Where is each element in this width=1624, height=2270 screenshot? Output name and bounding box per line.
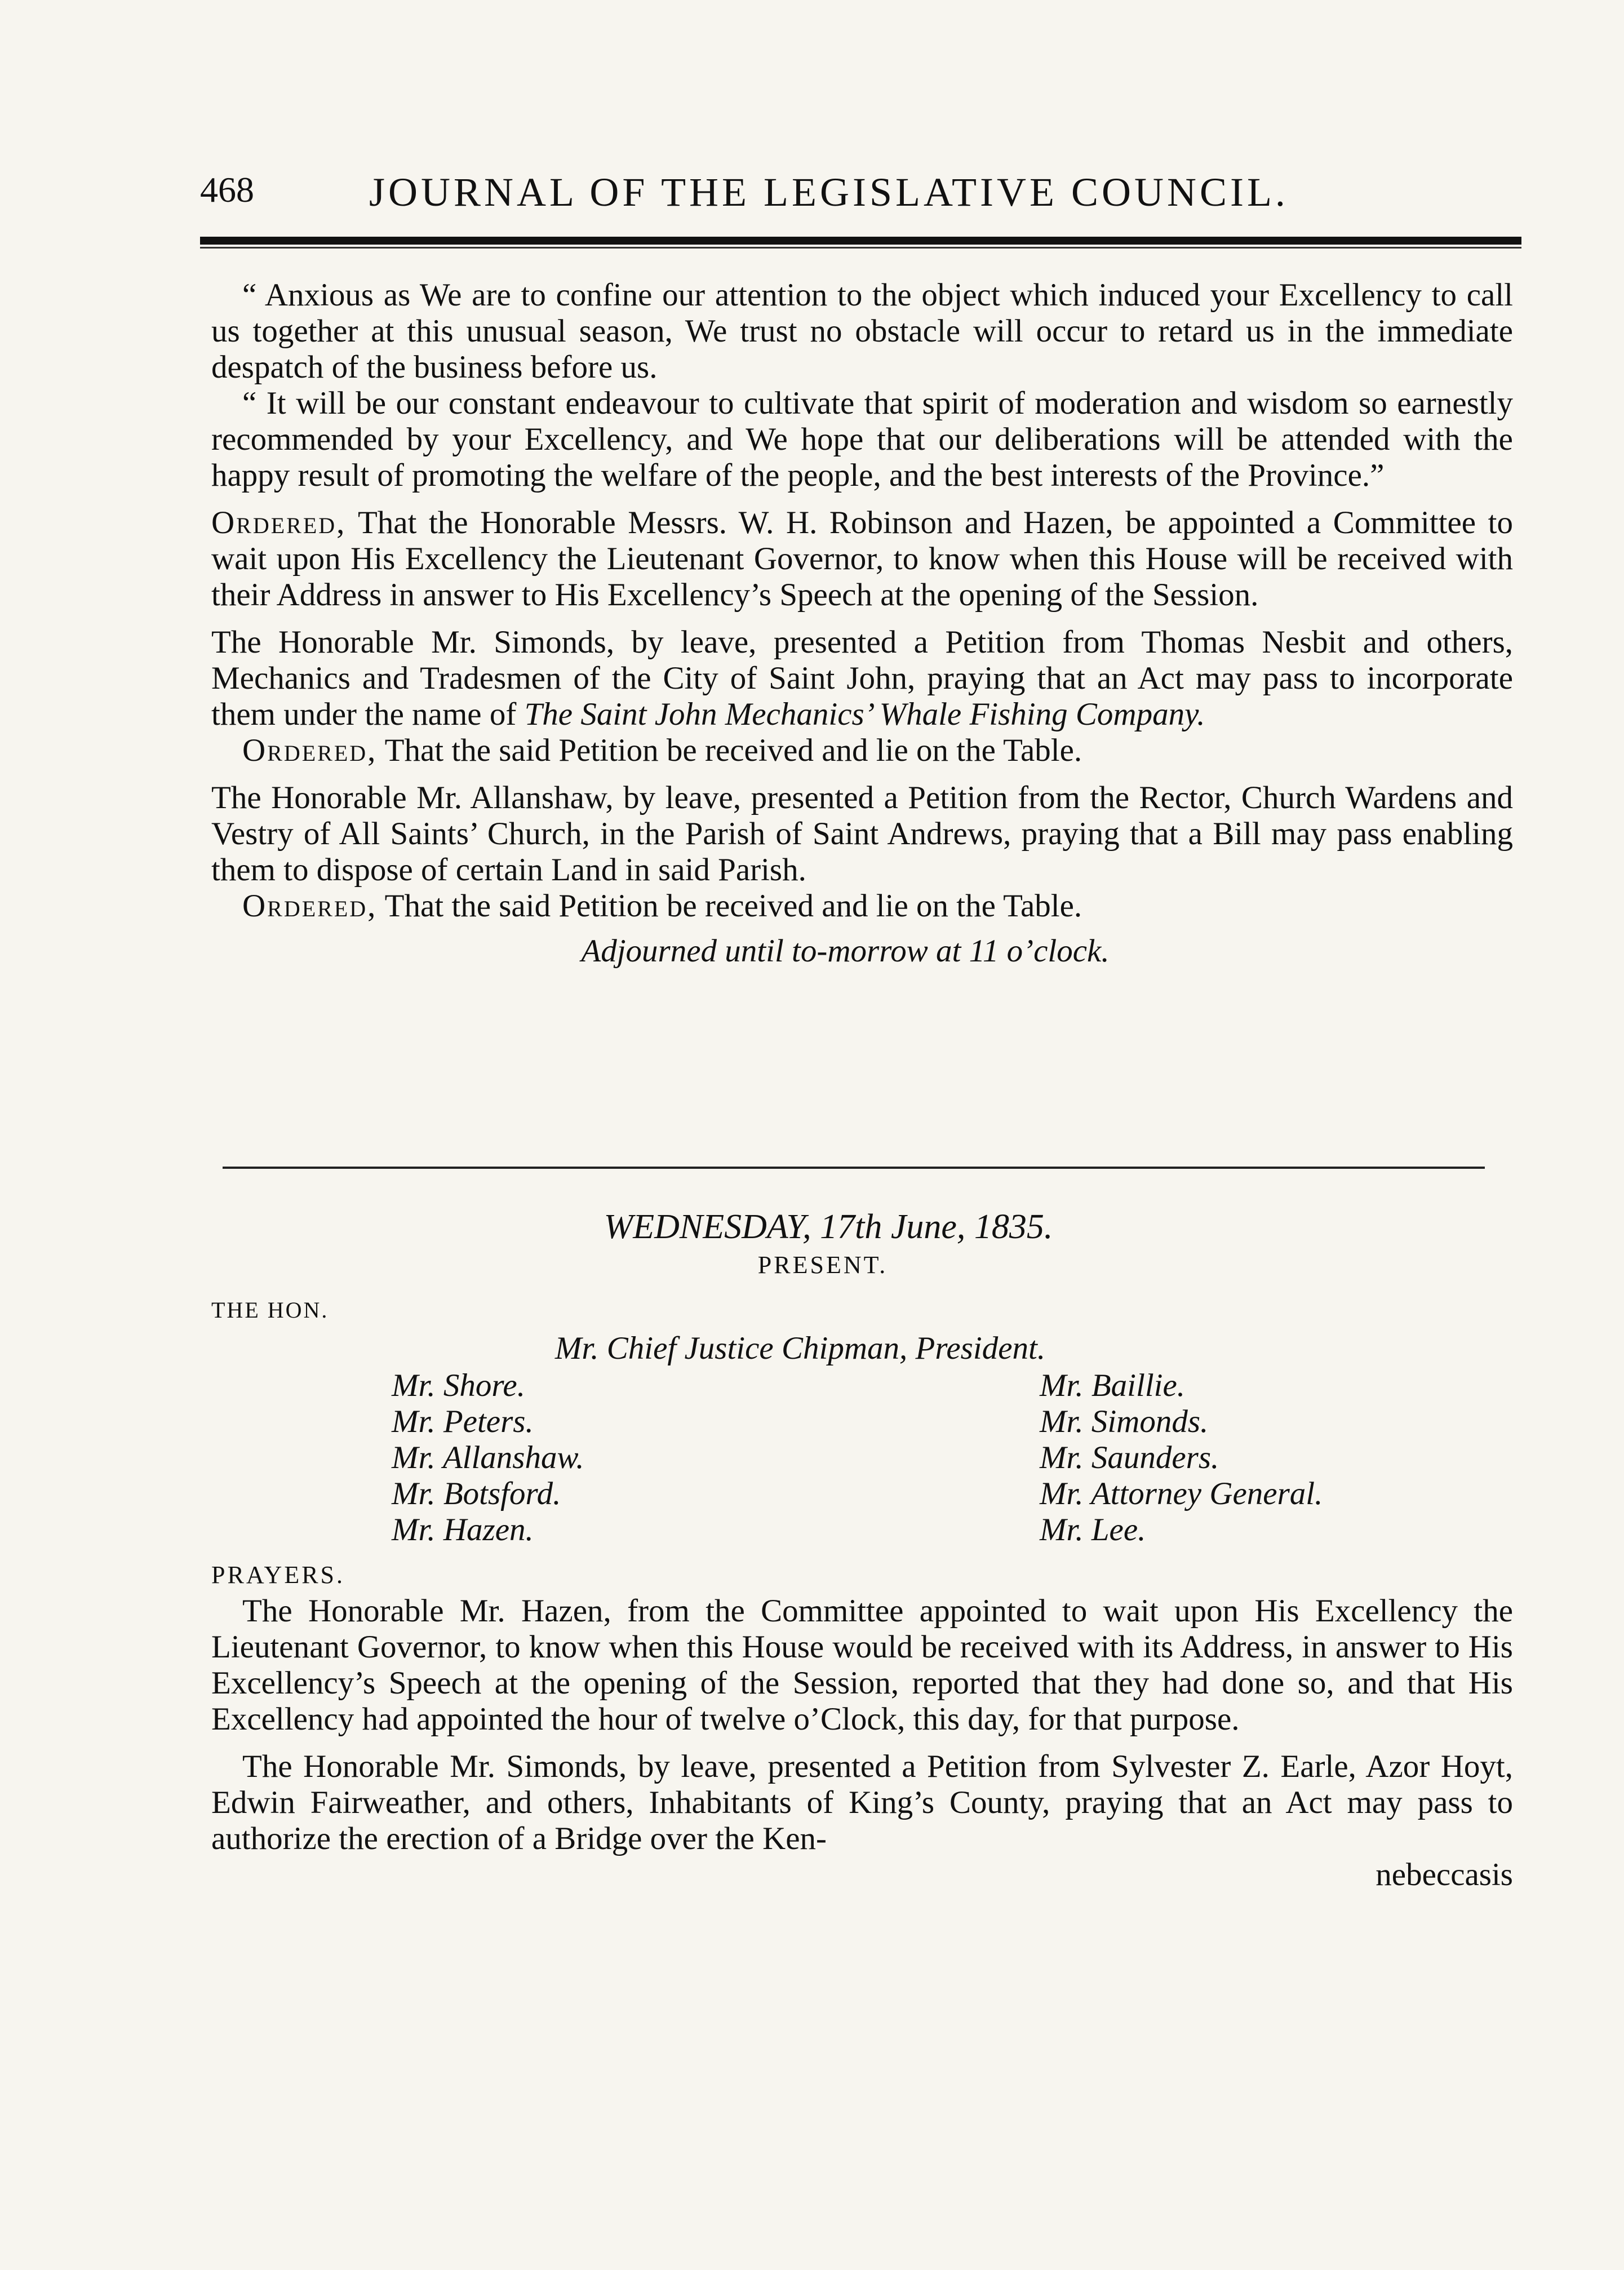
member-name: Mr. Baillie. [1040,1368,1186,1403]
present-heading: PRESENT. [757,1251,888,1279]
ordered-text: That the Honorable Messrs. W. H. Robinson and Hazen, be appointed a Committee to wait upon His Excellency the Lieutenant Governor, to know when this House will be received with their Address in answer to His Excellency’s Speech at the opening of the Session. [211,505,1513,613]
ordered-text: That the said Petition be received and lie on the Table. [384,733,1082,768]
member-name: Mr. Allanshaw. [392,1440,584,1475]
ordered-entry-table-1 [211,733,1513,769]
ordered-word: Ordered, [242,888,378,924]
member-name: Mr. Saunders. [1040,1440,1219,1475]
session-section [211,1209,1513,1893]
catchword: nebeccasis [1375,1857,1513,1892]
member-name: Mr. Peters. [392,1404,534,1439]
ordered-word: Ordered, [242,733,378,768]
petition-text: The Honorable Mr. Simonds, by leave, presented a Petition from Thomas Nesbit and others, Mechanics and Tradesmen of the City of Saint John, praying that an Act may pass to incorporate them under the name of [211,624,1513,732]
members-list [211,1368,1513,1554]
session-dateline: WEDNESDAY, 17th June, 1835. [604,1208,1053,1246]
address-paragraph-2: “ It will be our constant endeavour to cultivate that spirit of moderation and wisdom so earnestly recommended by your Excellency, and We hope that our deliberations will be attended with the happy result of promoting the welfare of the people, and the best interests of the Province.” [211,385,1513,493]
address-paragraph-1: “ Anxious as We are to confine our attention to the object which induced your Excellency to call us together at this unusual season, We trust no obstacle will occur to retard us in the immediate despatch of the business before us. [211,277,1513,385]
prayers-label: PRAYERS. [211,1561,345,1589]
petition-entry-mechanics [211,624,1513,733]
ordered-word: Ordered, [211,505,347,540]
members-column-right [1040,1368,1323,1548]
ordered-entry-committee [211,505,1513,613]
member-name: Mr. Lee. [1040,1512,1146,1548]
page-body [211,277,1513,1001]
adjournment-line: Adjourned until to-morrow at 11 o’clock. [581,933,1110,969]
section-divider [223,1167,1485,1169]
petition-entry-all-saints: The Honorable Mr. Allanshaw, by leave, presented a Petition from the Rector, Church Wardens and Vestry of All Saints’ Church, in the Parish of Saint Andrews, praying that a Bill may pass enabling them to dispose of certain Land in said Parish. [211,780,1513,888]
page-header [200,169,1521,231]
member-name: Mr. Botsford. [392,1476,561,1511]
header-rule [200,237,1521,245]
page-number: 468 [200,170,254,210]
header-rule-thin [200,247,1521,249]
company-name: The Saint John Mechanics’ Whale Fishing Company. [524,697,1205,732]
petition-entry-bridge: The Honorable Mr. Simonds, by leave, presented a Petition from Sylvester Z. Earle, Azor Hoyt, Edwin Fairweather, and others, Inhabitants of King’s County, praying that an Act may pass to authorize the erection of a Bridge over the Ken- [211,1749,1513,1856]
the-hon-label: THE HON. [211,1297,329,1323]
member-name: Mr. Simonds. [1040,1404,1209,1439]
president-line: Mr. Chief Justice Chipman, President. [554,1331,1046,1366]
member-name: Mr. Hazen. [392,1512,534,1548]
member-name: Mr. Attorney General. [1040,1476,1323,1511]
running-title: JOURNAL OF THE LEGISLATIVE COUNCIL. [369,170,1289,215]
ordered-entry-table-2 [211,888,1513,924]
committee-report-paragraph: The Honorable Mr. Hazen, from the Committee appointed to wait upon His Excellency the Lieutenant Governor, to know when this House would be received with its Address, in answer to His Excellency’s Speech at the opening of the Session, reported that they had done so, and that His Excellency had appointed the hour of twelve o’Clock, this day, for that purpose. [211,1593,1513,1737]
member-name: Mr. Shore. [392,1368,525,1403]
ordered-text: That the said Petition be received and lie on the Table. [384,888,1082,924]
members-column-left [392,1368,584,1548]
